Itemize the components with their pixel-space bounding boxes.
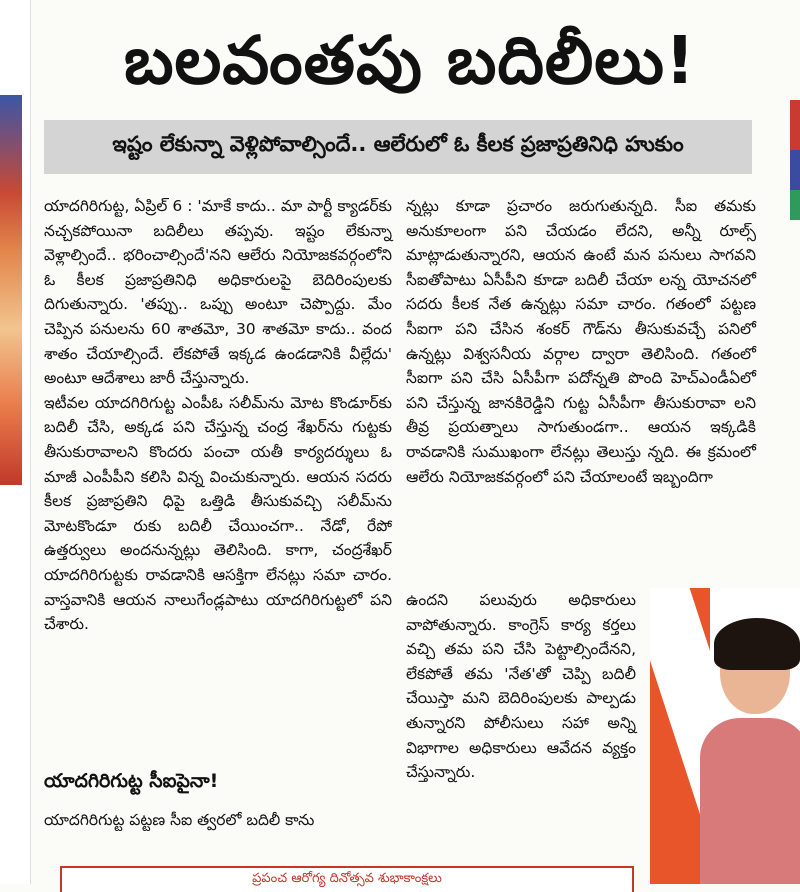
right-strip-red (790, 100, 800, 150)
adjacent-page-strip (0, 0, 31, 884)
bottom-banner (60, 866, 634, 892)
article-column-2-bottom (406, 588, 636, 785)
right-strip-blue (790, 150, 800, 190)
person-photo (650, 588, 800, 884)
photo-hair (714, 618, 800, 670)
adjacent-photo (0, 95, 22, 485)
subheadline-bar (44, 120, 752, 174)
paragraph-1: యాదగిరిగుట్ట, ఏప్రిల్ 6 : 'మాకే కాదు.. మా పార్టీ క్యాడర్‌కు నచ్చకపోయినా బదిలీలు తప్పవు. ఇష్టం లేకున్నా వెళ్లాల్సిందే.. భరించాల్సిందే'నని ఆలేరు నియోజకవర్గంలోని ఓ కీలక ప్రజాప్రతినిధి అధికారులపై బెదిరింపులకు దిగుతున్నారు. 'తప్పు.. ఒప్పు అంటూ చెప్పొద్దు. మేం చెప్పిన పనులను 60 శాతమో, 30 శాతమో కాదు.. వంద శాతం చేయాల్సిందే. లేకపోతే ఇక్కడ ఉండడానికి వీల్లేదు' అంటూ ఆదేశాలు జారీ చేస్తున్నారు. (44, 197, 392, 388)
paragraph-2: ఇటీవల యాదగిరిగుట్ట ఎంపీఓ సలీమ్‌ను మోట కొండూర్‌కు బదిలీ చేసి, అక్కడ పని చేస్తున్న చంద్ర శేఖర్‌ను గుట్టకు తీసుకురావాలని కొందరు పంచా యతీ కార్యదర్శులు ఓ మాజీ ఎంపీపీని కలిసి విన్న వించుకున్నారు. ఆయన సదరు కీలక ప్రజాప్రతిని ధిపై ఒత్తిడి తీసుకువచ్చి సలీమ్‌ను మోటకొండూ రుకు బదిలీ చేయించగా.. నేడో, రేపో ఉత్తర్వులు అందనున్నట్లు తెలిసింది. కాగా, చంద్రశేఖర్ యాదగిరిగుట్టకు రావడానికి ఆసక్తిగా లేనట్లు సమా చారం. వాస్తవానికి ఆయన నాలుగేండ్లపాటు యాదగిరిగుట్టలో పని చేశారు. (44, 393, 392, 634)
article-column-2 (406, 194, 756, 489)
paragraph-4: న్నట్లు కూడా ప్రచారం జరుగుతున్నది. సీఐ తమకు అనుకూలంగా పని చేయడం లేదని, అన్నీ రూల్స్ మాట్లాడుతున్నారని, ఆయన ఉంటే మన పనులు సాగవని సీఐతోపాటు ఏసీపీని కూడా బదిలీ చేయా లన్న యోచనలో సదరు కీలక నేత ఉన్నట్లు సమా చారం. గతంలో పట్టణ సీఐగా పని చేసిన శంకర్ గౌడ్‌ను తీసుకువచ్చే పనిలో ఉన్నట్లు విశ్వసనీయ వర్గాల ద్వారా తెలిసింది. గతంలో సీఐగా పని చేసి ఏసీపీగా పదోన్నతి పొంది హెచ్‌ఎండీఏలో పని చేస్తున్న జానకిరెడ్డిని గుట్ట ఏసీపీగా తీసుకురావా లని తీవ్ర ప్రయత్నాలు సాగుతుండగా.. ఆయన ఇక్కడికి రావడానికి సుముఖంగా లేనట్లు తెలుస్తు న్నది. ఈ క్రమంలో ఆలేరు నియోజకవర్గంలో పని చేయాలంటే ఇబ్బందిగా (406, 197, 756, 486)
subheadline: ఇష్టం లేకున్నా వెళ్లిపోవాల్సిందే.. ఆలేరులో ఓ కీలక ప్రజాప్రతినిధి హుకుం (112, 132, 684, 156)
article-column-1 (44, 194, 392, 637)
paragraph-5: ఉందని పలువురు అధికారులు వాపోతున్నారు. కాంగ్రెస్ కార్య కర్తలు వచ్చి తమ పని చేసి పెట్టాల్సిందేనని, లేకపోతే తమ 'నేత'తో చెప్పి బదిలీ చేయిస్తా మని బెదిరింపులకు పాల్పడు తున్నారని పోలీసులు సహా అన్ని విభాగాల అధికారులు ఆవేదన వ్యక్తం చేస్తున్నారు. (406, 591, 636, 782)
subsection-title: యాదగిరిగుట్ట సీఐపైనా! (44, 770, 219, 792)
right-strip-green (790, 190, 800, 220)
bottom-banner-text: ప్రపంచ ఆరోగ్య దినోత్సవ శుభాకాంక్షలు (252, 871, 442, 886)
paragraph-3: యాదగిరిగుట్ట పట్టణ సీఐ త్వరలో బదిలీ కాను (44, 811, 315, 829)
article-column-1-bottom (44, 808, 392, 833)
right-page-strip (790, 0, 800, 560)
article-headline: బలవంతపు బదిలీలు! (123, 22, 697, 99)
photo-shirt (700, 718, 800, 884)
